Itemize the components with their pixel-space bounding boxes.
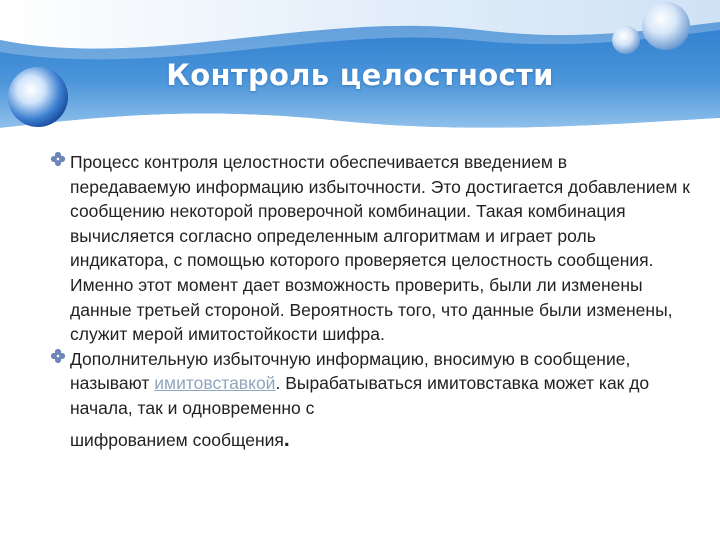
bullet-tail-period: . [283, 427, 290, 451]
bullet-tail-text: шифрованием сообщения [70, 429, 284, 450]
orb-top-right-icon [642, 2, 690, 50]
diamond-clover-bullet-icon [50, 348, 66, 364]
bullet-text: Процесс контроля целостности обеспечивается введением в передаваемую информацию избыточности. Это достигается добавлением к сообщению некоторой проверочной комбинации. Такая комбинация вычисляется согласно определенным алгоритмам и играет роль индикатора, с помощью которого проверяется целостность сообщения. Именно этот момент дает возможность проверить, были ли изменены данные третьей стороной. Вероятность того, что данные были изменены, служит мерой имитостойкости шифра. [70, 152, 690, 345]
bullet-item [50, 347, 690, 452]
bullet-text: . Вырабатываться имитовставка может как до начала, так и одновременно с [70, 373, 650, 418]
slide-body [50, 150, 690, 452]
diamond-clover-bullet-icon [50, 151, 66, 167]
bullet-tail-line [70, 428, 690, 453]
bullet-text: Дополнительную избыточную информацию, вносимую в сообщение, называют [70, 348, 631, 394]
orb-small-icon [612, 26, 640, 54]
bullet-item [50, 150, 690, 347]
slide-title: Контроль целостности [166, 58, 554, 92]
imitovstavka-link[interactable]: имитовставкой [154, 373, 276, 394]
